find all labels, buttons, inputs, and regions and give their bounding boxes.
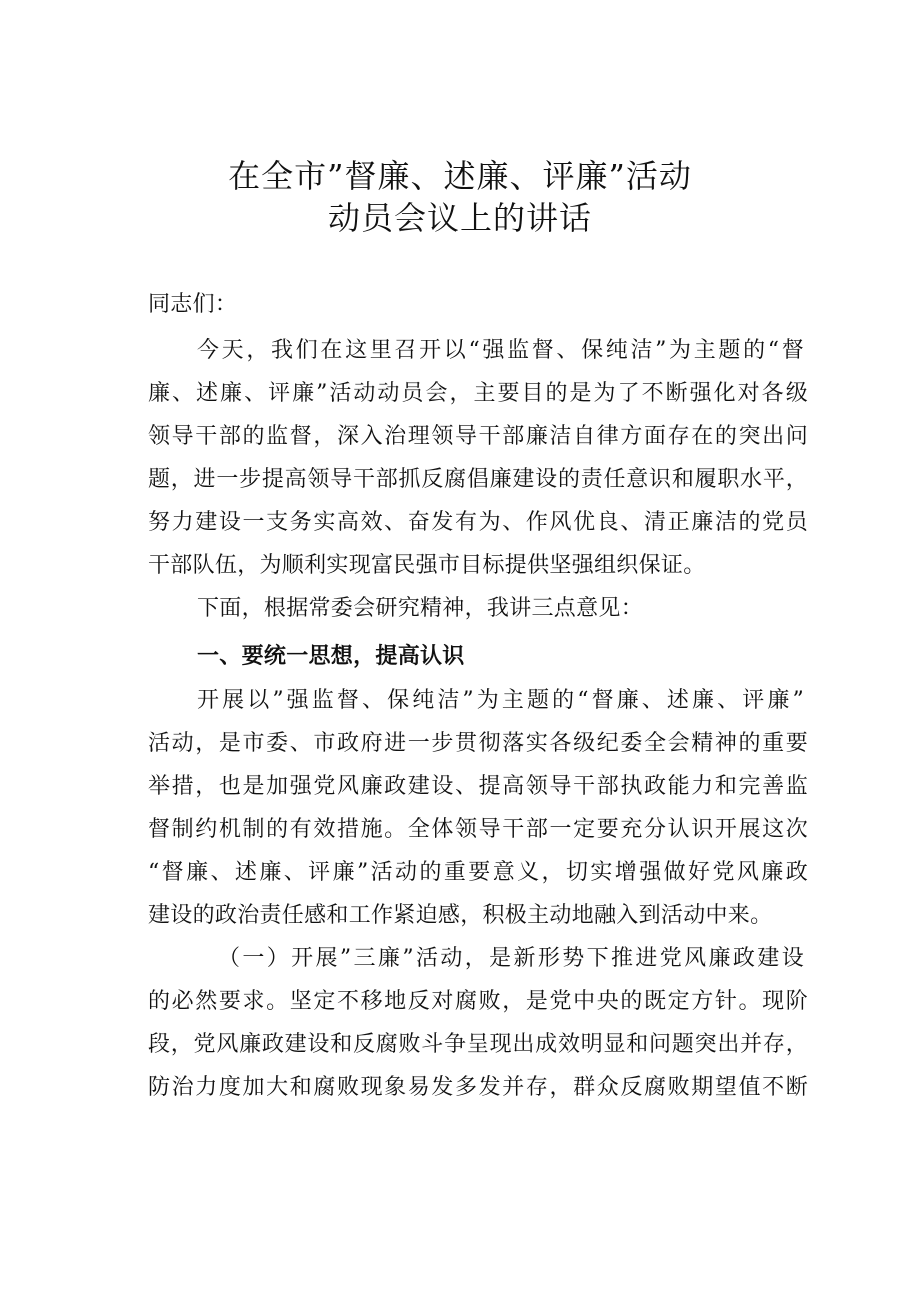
paragraph-line: 领导干部的监督，深入治理领导干部廉洁自律方面存在的突出问 bbox=[148, 424, 808, 449]
paragraph-line: 督制约机制的有效措施。全体领导干部一定要充分认识开展这次 bbox=[148, 817, 808, 842]
section-heading: 一、要统一思想，提高认识 bbox=[197, 644, 465, 669]
paragraph-line: 题，进一步提高领导干部抓反腐倡廉建设的责任意识和履职水平， bbox=[148, 467, 808, 492]
salutation: 同志们： bbox=[148, 292, 238, 317]
document-title-line-1: 在全市”督廉、述廉、评廉”活动 bbox=[228, 157, 692, 195]
paragraph-line: 段，党风廉政建设和反腐败斗争呈现出成效明显和问题突出并存， bbox=[148, 1032, 808, 1057]
paragraph-line: 下面，根据常委会研究精神，我讲三点意见： bbox=[197, 596, 644, 621]
paragraph-line: 建设的政治责任感和工作紧迫感，积极主动地融入到活动中来。 bbox=[148, 903, 773, 928]
paragraph-line: 举措，也是加强党风廉政建设、提高领导干部执政能力和完善监 bbox=[148, 774, 808, 799]
paragraph-line: 干部队伍，为顺利实现富民强市目标提供坚强组织保证。 bbox=[148, 553, 706, 578]
paragraph-line: 今天，我们在这里召开以“强监督、保纯洁”为主题的“督 bbox=[197, 338, 804, 363]
paragraph-line: 努力建设一支务实高效、奋发有为、作风优良、清正廉洁的党员 bbox=[148, 510, 808, 535]
paragraph-line: 开展以”强监督、保纯洁”为主题的“督廉、述廉、评廉” bbox=[197, 688, 804, 713]
document-title-line-2: 动员会议上的讲话 bbox=[327, 199, 592, 237]
paragraph-line: “督廉、述廉、评廉”活动的重要意义，切实增强做好党风廉政 bbox=[148, 860, 808, 885]
paragraph-line: 活动，是市委、市政府进一步贯彻落实各级纪委全会精神的重要 bbox=[148, 731, 808, 756]
paragraph-line: 的必然要求。坚定不移地反对腐败，是党中央的既定方针。现阶 bbox=[148, 989, 808, 1014]
paragraph-line: 廉、述廉、评廉”活动动员会，主要目的是为了不断强化对各级 bbox=[148, 381, 808, 406]
paragraph-line: 防治力度加大和腐败现象易发多发并存，群众反腐败期望值不断 bbox=[148, 1075, 808, 1100]
paragraph-line: （一）开展”三廉”活动，是新形势下推进党风廉政建设 bbox=[218, 946, 804, 971]
